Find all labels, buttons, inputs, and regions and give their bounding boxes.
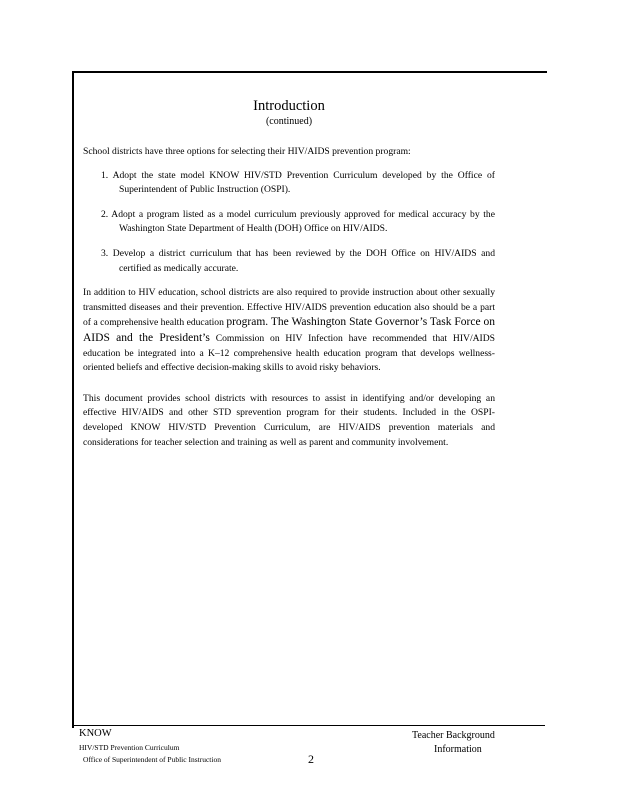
options-list xyxy=(83,169,495,277)
option-item-3: 3. Develop a district curriculum that has been reviewed by the DOH Office on HIV/AIDS and certified as medically accurate. xyxy=(101,247,495,274)
requirements-text-start: In addition to HIV education, school districts are also required to provide instruction about other sexually transmitted diseases and their prevention. Effective HIV/AIDS prevention education also should be a part of a comprehensive health education xyxy=(83,287,495,329)
footer-section-title: Teacher Background xyxy=(412,730,495,741)
footer-publisher: Office of Superintendent of Public Instruction xyxy=(83,755,221,764)
document-body xyxy=(83,98,495,450)
footer-curriculum-name: KNOW xyxy=(79,728,112,739)
footer-curriculum-subtitle: HIV/STD Prevention Curriculum xyxy=(79,743,180,752)
option-item-1: 1. Adopt the state model KNOW HIV/STD Prevention Curriculum developed by the Office of Superintendent of Public Instruction (OSPI). xyxy=(101,169,495,196)
page-number: 2 xyxy=(308,752,314,766)
lead-paragraph: School districts have three options for selecting their HIV/AIDS prevention program: xyxy=(83,146,411,157)
requirements-text-end: Commission on HIV Infection have recommended that HIV/AIDS education be integrated into a K–12 comprehensive health education program that develops wellness-oriented beliefs and effective decision-making skills to avoid risky behaviors. xyxy=(83,332,495,374)
footer-divider xyxy=(72,725,545,726)
resources-paragraph: This document provides school districts with resources to assist in identifying and/or developing an effective HIV/AIDS and other STD sprevention program for their students. Included in the OSPI-developed KNOW HIV/STD Prevention Curriculum, are HIV/AIDS prevention materials and considerations for teacher selection and training as well as parent and community involvement. xyxy=(83,392,495,448)
page-title: Introduction xyxy=(253,98,325,114)
requirements-paragraph xyxy=(83,286,495,376)
footer-section-subtitle: Information xyxy=(434,744,482,755)
page-subtitle: (continued) xyxy=(265,116,313,127)
option-item-2: 2. Adopt a program listed as a model curriculum previously approved for medical accuracy by the Washington State Department of Health (DOH) Office on HIV/AIDS. xyxy=(101,208,495,235)
requirements-text-large: program. The Washington State Governor’s Task Force on AIDS and the President’s xyxy=(83,316,495,344)
